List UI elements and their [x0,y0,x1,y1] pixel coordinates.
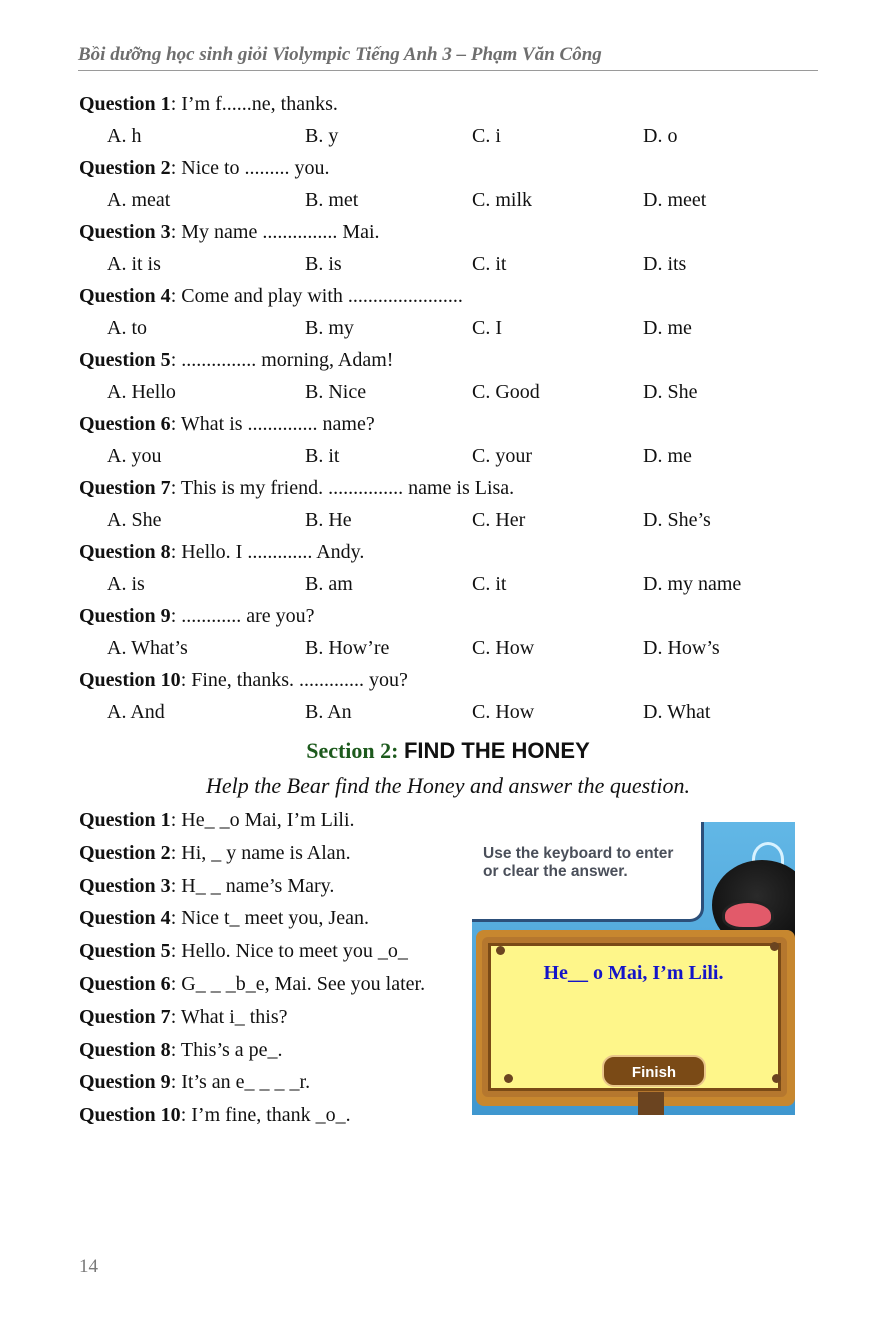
question-text: : This’s a pe_. [170,1038,283,1061]
question-line [79,669,408,692]
answer-option[interactable]: B. An [305,701,352,723]
question-line [79,809,355,832]
answer-option[interactable]: B. How’re [305,637,390,659]
answer-option[interactable]: D. me [643,445,692,467]
question-line [79,940,408,963]
question-label: Question 6 [79,973,171,995]
answer-option[interactable]: D. its [643,253,687,275]
answer-blank[interactable]: __ [567,962,588,984]
question-text: : What is .............. name? [170,413,375,435]
question-label: Question 2 [79,157,171,179]
question-label: Question 6 [79,413,171,435]
answer-option[interactable]: B. is [305,253,342,275]
question-label: Question 10 [79,1104,181,1127]
question-text: : What i_ this? [170,1005,288,1028]
question-label: Question 9 [79,1071,171,1094]
section2-title: Section 2: FIND THE HONEY [306,738,590,763]
question-label: Question 1 [79,93,171,115]
answer-option[interactable]: C. How [472,637,535,659]
answer-option[interactable]: D. me [643,317,692,339]
answer-option[interactable]: C. Her [472,509,526,531]
page-number: 14 [79,1256,98,1277]
question-text: : H_ _ name’s Mary. [170,874,335,897]
answer-option[interactable]: D. o [643,125,678,147]
section2-name: FIND THE HONEY [403,738,590,763]
answer-option[interactable]: B. y [305,125,339,147]
answer-suffix: o Mai, I’m Lili. [587,962,724,984]
section2-label: Section 2 [306,738,392,763]
question-line [79,875,334,898]
answer-option[interactable]: D. She [643,381,698,403]
question-text: : I’m fine, thank _o_. [180,1104,351,1127]
question-label: Question 7 [79,477,171,499]
question-line [79,157,330,180]
answer-option[interactable]: B. met [305,189,359,211]
question-text: : Hello. I ............. Andy. [170,541,365,563]
question-line [79,349,393,372]
question-label: Question 3 [79,874,171,897]
section2-instruction: Help the Bear find the Honey and answer the question. [206,773,690,798]
answer-display[interactable] [472,962,795,985]
nail-icon [770,942,779,951]
answer-option[interactable]: B. my [305,317,354,339]
answer-option[interactable]: A. Hello [107,381,176,403]
answer-option[interactable]: A. meat [107,189,171,211]
question-text: : He_ _o Mai, I’m Lili. [170,809,355,831]
question-line [79,842,351,865]
answer-option[interactable]: D. She’s [643,509,711,531]
question-text: : Come and play with ....................... [170,285,463,307]
answer-option[interactable]: A. And [107,701,165,723]
answer-option[interactable]: A. it is [107,253,161,275]
answer-option[interactable]: C. it [472,573,507,595]
bear-mouth-icon [722,900,774,930]
question-line [79,1104,351,1127]
answer-option[interactable]: C. it [472,253,507,275]
question-line [79,93,338,116]
question-label: Question 4 [79,285,171,307]
question-text: : Hello. Nice to meet you _o_ [170,940,408,963]
answer-option[interactable]: A. What’s [107,637,188,659]
question-line [79,477,514,500]
question-label: Question 2 [79,841,171,864]
question-label: Question 1 [79,809,171,831]
nail-icon [504,1074,513,1083]
answer-option[interactable]: D. What [643,701,711,723]
answer-option[interactable]: C. How [472,701,535,723]
question-label: Question 8 [79,1038,171,1061]
question-line [79,1039,283,1062]
answer-option[interactable]: A. is [107,573,145,595]
question-line [79,1006,288,1029]
question-label: Question 5 [79,940,171,963]
sign-post [638,1092,664,1115]
answer-option[interactable]: C. i [472,125,501,147]
running-header: Bồi dưỡng học sinh giỏi Violympic Tiếng Anh 3 – Phạm Văn Công [78,44,602,65]
answer-option[interactable]: B. am [305,573,353,595]
question-text: : My name ............... Mai. [170,221,380,243]
finish-button[interactable]: Finish [602,1055,706,1087]
answer-option[interactable]: D. my name [643,573,742,595]
game-screenshot [472,822,795,1115]
question-line [79,1071,310,1094]
question-text: : It’s an e_ _ _ _r. [170,1071,311,1094]
question-text: : Hi, _ y name is Alan. [170,841,351,864]
answer-option[interactable]: D. meet [643,189,707,211]
answer-option[interactable]: A. She [107,509,162,531]
question-label: Question 8 [79,541,171,563]
answer-option[interactable]: A. h [107,125,142,147]
question-text: : ............ are you? [170,605,315,627]
hint-text: Use the keyboard to enter or clear the answer. [483,845,674,880]
answer-option[interactable]: B. Nice [305,381,367,403]
question-text: : This is my friend. ............... name is Lisa. [170,477,515,499]
question-text: : Nice to ......... you. [170,157,330,179]
question-line [79,221,380,244]
question-line [79,413,375,436]
question-line [79,907,369,930]
question-text: : ............... morning, Adam! [170,349,394,371]
question-label: Question 9 [79,605,171,627]
question-line [79,541,364,564]
question-text: : Fine, thanks. ............. you? [180,669,408,691]
answer-option[interactable]: C. your [472,445,532,467]
question-line [79,973,425,996]
question-line [79,605,315,628]
question-label: Question 7 [79,1005,171,1028]
answer-option[interactable]: A. you [107,445,162,467]
question-text: : G_ _ _b_e, Mai. See you later. [170,973,426,995]
question-label: Question 10 [79,669,181,691]
answer-option[interactable]: A. to [107,317,147,339]
nail-icon [496,946,505,955]
answer-option[interactable]: C. milk [472,189,533,211]
question-text: : I’m f......ne, thanks. [170,93,338,115]
answer-option[interactable]: C. I [472,317,502,339]
answer-option[interactable]: B. He [305,509,352,531]
question-line [79,285,463,308]
question-text: : Nice t_ meet you, Jean. [170,907,369,930]
nail-icon [772,1074,781,1083]
question-label: Question 4 [79,907,171,930]
header-rule [78,70,818,71]
hint-bubble [472,822,704,922]
answer-option[interactable]: D. How’s [643,637,720,659]
answer-option[interactable]: B. it [305,445,340,467]
answer-option[interactable]: C. Good [472,381,540,403]
question-label: Question 3 [79,221,171,243]
question-label: Question 5 [79,349,171,371]
answer-prefix: He [543,962,568,984]
